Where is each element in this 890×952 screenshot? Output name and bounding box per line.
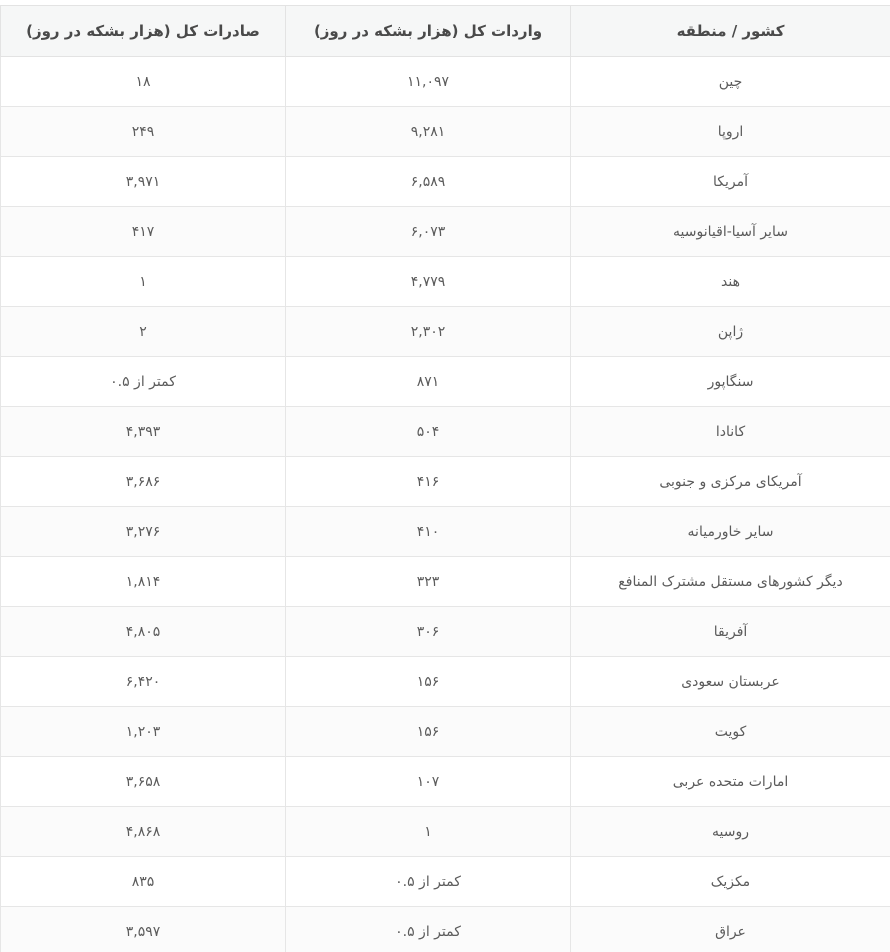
table-row [1, 107, 890, 157]
cell-country: ژاپن [571, 307, 890, 357]
cell-country: روسیه [571, 807, 890, 857]
cell-imports: کمتر از ۰.۵ [286, 907, 571, 952]
cell-country: آمریکا [571, 157, 890, 207]
cell-imports: ۶,۰۷۳ [286, 207, 571, 257]
table-row [1, 357, 890, 407]
table-row [1, 157, 890, 207]
cell-imports: ۹,۲۸۱ [286, 107, 571, 157]
table-row [1, 307, 890, 357]
cell-exports: ۶,۴۲۰ [1, 657, 286, 707]
cell-imports: ۱۰۷ [286, 757, 571, 807]
cell-exports: ۴۱۷ [1, 207, 286, 257]
cell-imports: ۴۱۰ [286, 507, 571, 557]
cell-imports: ۱۱,۰۹۷ [286, 57, 571, 107]
cell-country: کویت [571, 707, 890, 757]
cell-exports: ۱,۲۰۳ [1, 707, 286, 757]
table-row [1, 407, 890, 457]
cell-imports: ۸۷۱ [286, 357, 571, 407]
cell-country: امارات متحده عربی [571, 757, 890, 807]
cell-imports: ۴,۷۷۹ [286, 257, 571, 307]
cell-country: آفریقا [571, 607, 890, 657]
header-imports: واردات کل (هزار بشکه در روز) [286, 6, 571, 57]
cell-exports: ۱ [1, 257, 286, 307]
oil-trade-table-container [0, 5, 890, 952]
table-row [1, 757, 890, 807]
cell-country: سایر آسیا-اقیانوسیه [571, 207, 890, 257]
cell-country: سایر خاورمیانه [571, 507, 890, 557]
cell-exports: ۴,۸۶۸ [1, 807, 286, 857]
cell-exports: ۳,۹۷۱ [1, 157, 286, 207]
cell-exports: ۲۴۹ [1, 107, 286, 157]
cell-exports: ۴,۳۹۳ [1, 407, 286, 457]
table-row [1, 707, 890, 757]
cell-exports: کمتر از ۰.۵ [1, 357, 286, 407]
oil-trade-table [0, 5, 890, 952]
cell-exports: ۴,۸۰۵ [1, 607, 286, 657]
table-row [1, 207, 890, 257]
table-row [1, 507, 890, 557]
table-row [1, 257, 890, 307]
cell-exports: ۳,۶۵۸ [1, 757, 286, 807]
table-row [1, 57, 890, 107]
cell-country: عربستان سعودی [571, 657, 890, 707]
cell-country: دیگر کشورهای مستقل مشترک المنافع [571, 557, 890, 607]
table-row [1, 907, 890, 952]
cell-country: مکزیک [571, 857, 890, 907]
cell-exports: ۳,۵۹۷ [1, 907, 286, 952]
cell-country: کانادا [571, 407, 890, 457]
cell-exports: ۱,۸۱۴ [1, 557, 286, 607]
cell-imports: ۲,۳۰۲ [286, 307, 571, 357]
table-row [1, 657, 890, 707]
header-exports: صادرات کل (هزار بشکه در روز) [1, 6, 286, 57]
cell-imports: ۱ [286, 807, 571, 857]
cell-imports: ۵۰۴ [286, 407, 571, 457]
cell-country: عراق [571, 907, 890, 952]
cell-imports: ۳۰۶ [286, 607, 571, 657]
cell-imports: ۴۱۶ [286, 457, 571, 507]
cell-country: چین [571, 57, 890, 107]
cell-imports: ۶,۵۸۹ [286, 157, 571, 207]
cell-country: سنگاپور [571, 357, 890, 407]
cell-exports: ۸۳۵ [1, 857, 286, 907]
cell-country: هند [571, 257, 890, 307]
cell-exports: ۳,۶۸۶ [1, 457, 286, 507]
cell-imports: ۱۵۶ [286, 657, 571, 707]
cell-imports: ۳۲۳ [286, 557, 571, 607]
cell-imports: کمتر از ۰.۵ [286, 857, 571, 907]
table-row [1, 457, 890, 507]
table-row [1, 607, 890, 657]
cell-country: اروپا [571, 107, 890, 157]
table-row [1, 857, 890, 907]
table-row [1, 807, 890, 857]
table-row [1, 557, 890, 607]
cell-exports: ۳,۲۷۶ [1, 507, 286, 557]
cell-country: آمریکای مرکزی و جنوبی [571, 457, 890, 507]
header-country: کشور / منطقه [571, 6, 890, 57]
cell-imports: ۱۵۶ [286, 707, 571, 757]
cell-exports: ۱۸ [1, 57, 286, 107]
table-header-row [1, 6, 890, 57]
cell-exports: ۲ [1, 307, 286, 357]
